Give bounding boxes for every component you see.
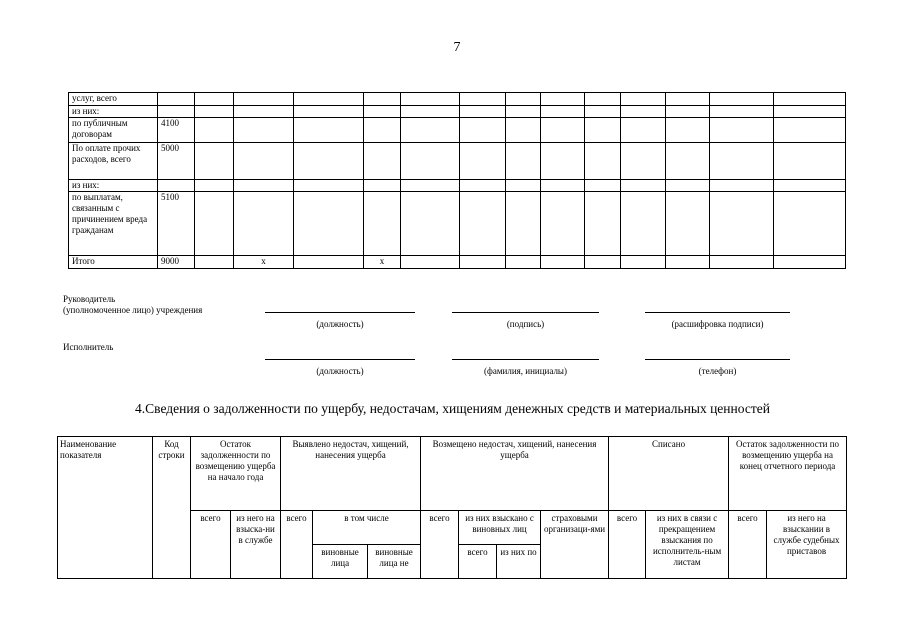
cell — [364, 93, 401, 106]
cell — [364, 143, 401, 180]
cell — [774, 180, 846, 192]
header-code: Код строки — [153, 437, 191, 579]
cell — [234, 118, 294, 143]
cell — [234, 143, 294, 180]
cell — [585, 106, 621, 118]
end-sub: из него на взыскании в службе судебных приставов — [767, 511, 847, 579]
cell — [364, 106, 401, 118]
cell — [195, 256, 234, 269]
found-guilty: виновные лица — [313, 545, 368, 579]
row-label: из них: — [69, 180, 158, 192]
row-code: 5100 — [158, 192, 195, 256]
cell — [774, 118, 846, 143]
cell — [401, 143, 460, 180]
cell — [234, 192, 294, 256]
table-row — [69, 256, 846, 269]
page-number: 7 — [453, 40, 461, 55]
cell — [460, 106, 506, 118]
cell — [294, 256, 364, 269]
cell — [506, 118, 541, 143]
head-name-line[interactable] — [645, 312, 790, 313]
cell — [621, 93, 666, 106]
cell — [621, 118, 666, 143]
cell — [774, 256, 846, 269]
continued-table — [68, 92, 846, 269]
row-code: 4100 — [158, 118, 195, 143]
cell — [774, 192, 846, 256]
cell — [666, 118, 710, 143]
cell — [710, 106, 774, 118]
cell — [710, 93, 774, 106]
cell — [774, 93, 846, 106]
cell — [195, 106, 234, 118]
written-sub: из них в связи с прекращением взыскания по исполнитель-ным листам — [646, 511, 729, 579]
cell — [401, 118, 460, 143]
header-balance-begin: Остаток задолженности по возмещению ущерба на начало года — [191, 437, 281, 511]
cell — [541, 118, 585, 143]
cell — [541, 106, 585, 118]
cell — [621, 180, 666, 192]
cell: х — [364, 256, 401, 269]
row-code — [158, 180, 195, 192]
cell — [621, 106, 666, 118]
head-position-line[interactable] — [265, 312, 415, 313]
cell — [401, 93, 460, 106]
cell — [294, 143, 364, 180]
cell — [585, 93, 621, 106]
cell — [506, 93, 541, 106]
cell — [506, 180, 541, 192]
table-row — [69, 106, 846, 118]
found-total: всего — [281, 511, 313, 579]
head-signature-line[interactable] — [452, 312, 599, 313]
row-code — [158, 106, 195, 118]
caption-exec-name: (фамилия, инициалы) — [484, 366, 567, 376]
cell — [585, 118, 621, 143]
row-label: услуг, всего — [69, 93, 158, 106]
cell — [234, 180, 294, 192]
cell — [621, 192, 666, 256]
written-total: всего — [609, 511, 646, 579]
cell — [195, 180, 234, 192]
cell — [541, 180, 585, 192]
cell — [541, 93, 585, 106]
found-guilty-not: виновные лица не — [368, 545, 421, 579]
header-found: Выявлено недостач, хищений, нанесения ущерба — [281, 437, 421, 511]
end-total: всего — [729, 511, 767, 579]
section-title: 4.Сведения о задолженности по ущербу, недостачам, хищениям денежных средств и материальных ценностей — [135, 401, 770, 416]
cell — [401, 106, 460, 118]
cell — [460, 143, 506, 180]
cell — [710, 192, 774, 256]
cell — [460, 256, 506, 269]
cell — [541, 192, 585, 256]
table-row — [69, 192, 846, 256]
cell — [710, 256, 774, 269]
caption-name-decode: (расшифровка подписи) — [671, 319, 764, 329]
cell — [585, 180, 621, 192]
cell — [666, 106, 710, 118]
cell — [460, 93, 506, 106]
cell — [506, 106, 541, 118]
cell — [666, 180, 710, 192]
header-balance-end: Остаток задолженности по возмещению ущерба на конец отчетного периода — [729, 437, 847, 511]
cell — [585, 192, 621, 256]
cell — [666, 256, 710, 269]
cell — [195, 192, 234, 256]
cell — [585, 143, 621, 180]
table-row — [69, 93, 846, 106]
row-label: по выплатам, связанным с причинением вреда гражданам — [69, 192, 158, 256]
row-label: Итого — [69, 256, 158, 269]
cell — [364, 180, 401, 192]
cell — [401, 192, 460, 256]
repaid-insurance: страховыми организаци-ями — [541, 511, 609, 579]
cell — [195, 118, 234, 143]
cell — [294, 118, 364, 143]
cell — [364, 192, 401, 256]
cell — [506, 143, 541, 180]
cell — [666, 192, 710, 256]
row-code: 5000 — [158, 143, 195, 180]
cell — [401, 180, 460, 192]
cell — [294, 180, 364, 192]
row-label: из них: — [69, 106, 158, 118]
cell — [234, 93, 294, 106]
cell — [666, 93, 710, 106]
cell — [234, 106, 294, 118]
caption-position: (должность) — [316, 319, 364, 329]
header-written-off: Списано — [609, 437, 729, 511]
table-row — [69, 118, 846, 143]
cell — [541, 256, 585, 269]
row-code: 9000 — [158, 256, 195, 269]
cell — [506, 256, 541, 269]
cell — [294, 93, 364, 106]
cell — [460, 192, 506, 256]
damage-debt-table — [57, 436, 847, 579]
repaid-from-sub: из них по — [497, 545, 541, 579]
repaid-total: всего — [421, 511, 459, 579]
cell — [294, 192, 364, 256]
cell — [666, 143, 710, 180]
cell — [774, 106, 846, 118]
cell — [621, 256, 666, 269]
row-label: по публичным договорам — [69, 118, 158, 143]
caption-signature: (подпись) — [506, 319, 545, 329]
cell — [460, 118, 506, 143]
cell — [195, 93, 234, 106]
exec-name-line[interactable] — [452, 359, 599, 360]
header-name: Наименование показателя — [58, 437, 153, 579]
header-repaid: Возмещено недостач, хищений, нанесения ущерба — [421, 437, 609, 511]
cell — [195, 143, 234, 180]
head-signature-label: Руководитель (уполномоченное лицо) учреждения — [63, 294, 203, 315]
cell — [294, 106, 364, 118]
begin-total: всего — [191, 511, 231, 579]
cell — [710, 118, 774, 143]
row-label: По оплате прочих расходов, всего — [69, 143, 158, 180]
cell — [585, 256, 621, 269]
cell — [774, 143, 846, 180]
cell — [364, 118, 401, 143]
cell — [506, 192, 541, 256]
row-code — [158, 93, 195, 106]
cell — [401, 256, 460, 269]
cell: х — [234, 256, 294, 269]
table-row — [69, 180, 846, 192]
caption-exec-position: (должность) — [316, 366, 364, 376]
executor-label: Исполнитель — [63, 342, 114, 352]
exec-position-line[interactable] — [265, 359, 415, 360]
begin-sub: из него на взыска-ни в службе — [231, 511, 281, 579]
cell — [621, 143, 666, 180]
cell — [710, 180, 774, 192]
found-including: в том числе — [313, 511, 421, 545]
cell — [710, 143, 774, 180]
table-row — [69, 143, 846, 180]
exec-phone-line[interactable] — [645, 359, 790, 360]
caption-exec-phone: (телефон) — [698, 366, 737, 376]
repaid-from-guilty: из них взыскано с виновных лиц — [459, 511, 541, 545]
cell — [541, 143, 585, 180]
repaid-from-total: всего — [459, 545, 497, 579]
cell — [460, 180, 506, 192]
